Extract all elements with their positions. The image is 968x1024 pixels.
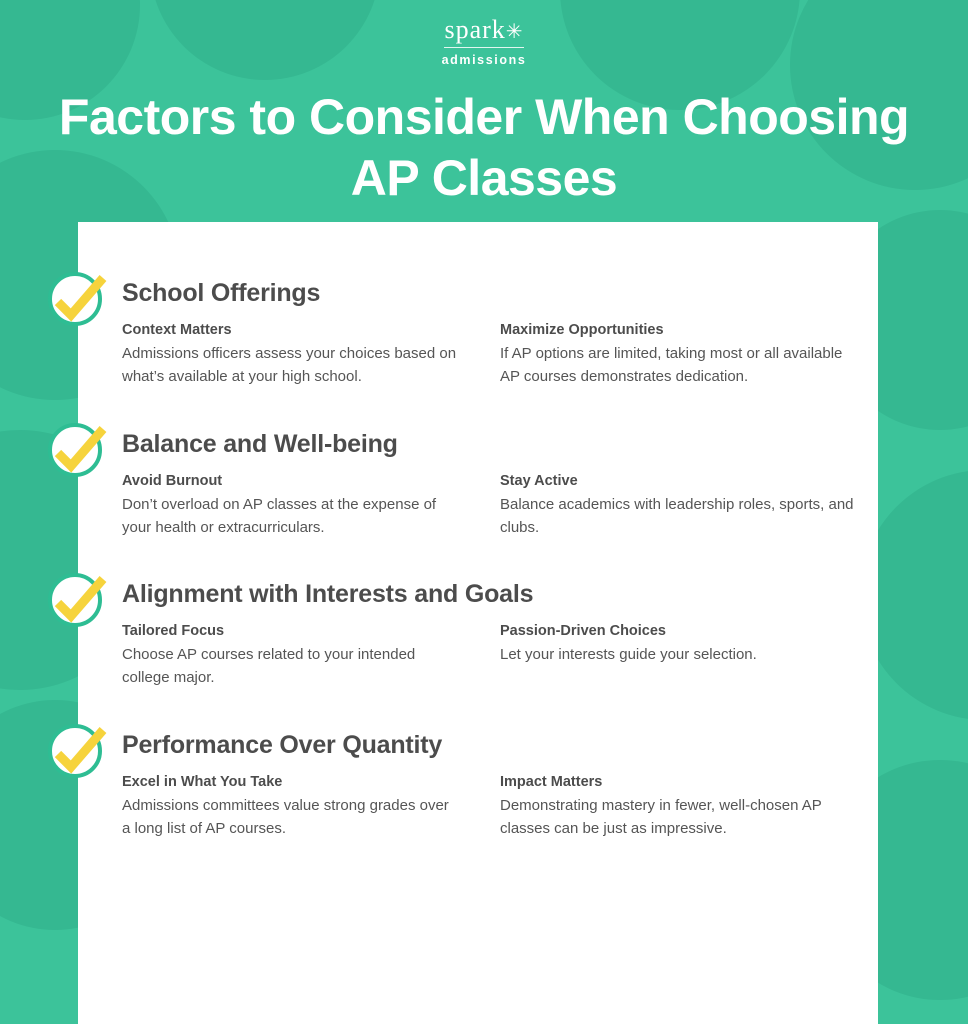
item-heading: Maximize Opportunities [500,322,664,338]
content-card [78,222,878,1024]
section-title: Balance and Well-being [122,429,398,458]
item-heading: Context Matters [122,322,232,338]
section-item [500,322,878,389]
item-body: Admissions officers assess your choices based on what’s available at your high school. [122,345,457,386]
brand-tagline: admissions [441,52,527,67]
brand-name-text: spark [444,15,506,44]
section-columns [122,623,878,690]
section-item [500,473,878,540]
section-balance-and-well-being [78,421,878,540]
section-columns [122,473,878,540]
section-title: Performance Over Quantity [122,730,443,759]
check-circle-icon [48,573,102,627]
check-circle-icon [48,423,102,477]
section-item [122,623,500,690]
item-heading: Excel in What You Take [122,773,283,790]
section-item [500,623,878,690]
page-title: Factors to Consider When Choosing AP Classes [58,88,910,206]
item-heading: Stay Active [500,472,578,489]
item-body: Don’t overload on AP classes at the expense of your health or extracurriculars. [122,495,437,536]
check-circle-icon [48,724,102,778]
section-performance-over-quantity [78,722,878,841]
spark-star-icon: ✳ [505,21,524,43]
section-item [122,473,500,540]
section-columns [122,774,878,841]
section-alignment-with-interests-and-goals [78,571,878,690]
section-item [122,774,500,841]
item-body: Let your interests guide your selection. [500,646,757,663]
item-heading: Avoid Burnout [122,472,223,489]
item-body: Balance academics with leadership roles, sports, and clubs. [500,495,854,536]
check-circle-icon [48,272,102,326]
item-heading: Impact Matters [500,773,603,790]
section-item [500,774,878,841]
section-columns [122,322,878,389]
item-body: Admissions committees value strong grades over a long list of AP courses. [122,796,449,837]
item-heading: Passion-Driven Choices [500,623,666,639]
section-item [122,322,500,389]
section-school-offerings [78,270,878,389]
item-heading: Tailored Focus [122,623,225,639]
item-body: Choose AP courses related to your intended college major. [122,646,416,687]
section-title: Alignment with Interests and Goals [122,580,534,608]
item-body: Demonstrating mastery in fewer, well-chosen AP classes can be just as impressive. [500,796,822,837]
brand-logo [0,0,968,67]
item-body: If AP options are limited, taking most or all available AP courses demonstrates dedication. [500,345,843,386]
brand-name [444,16,523,48]
section-title: School Offerings [122,279,321,307]
